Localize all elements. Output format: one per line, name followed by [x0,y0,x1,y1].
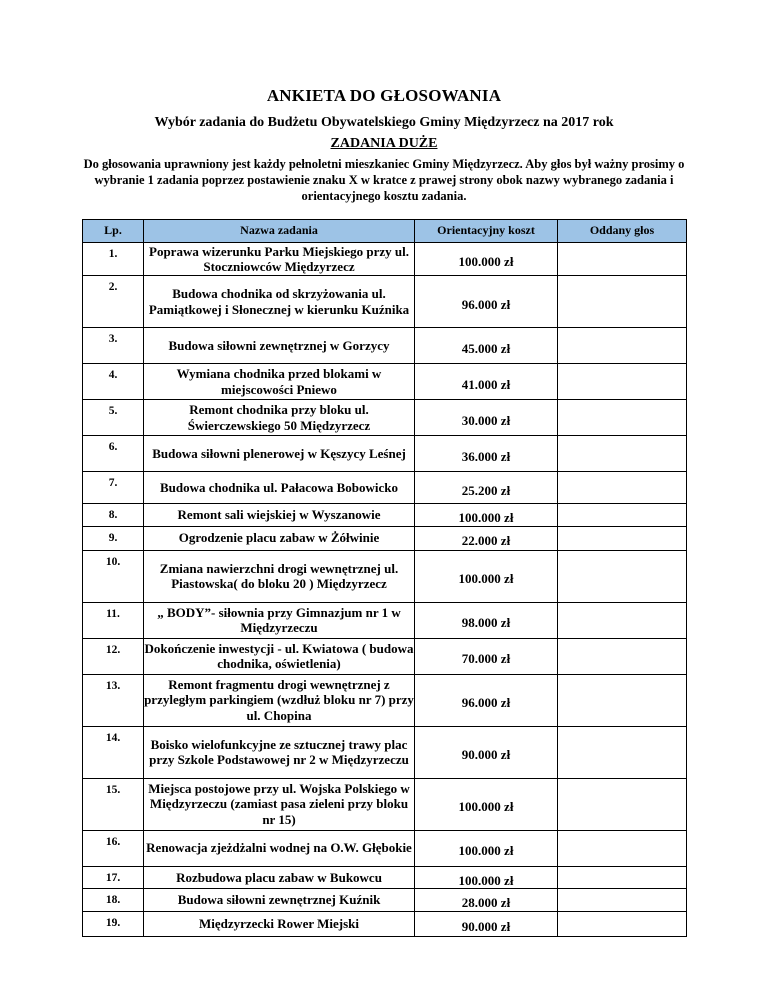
table-row [83,866,687,889]
table-row [83,778,687,830]
row-number: 16. [83,830,144,866]
section-heading [0,136,768,152]
row-number: 8. [83,504,144,527]
vote-checkbox-cell[interactable] [558,328,687,364]
task-name: Budowa chodnika od skrzyżowania ul. Pamiątkowej i Słonecznej w kierunku Kuźnika [144,276,415,328]
table-row [83,550,687,602]
intro-paragraph: Do głosowania uprawniony jest każdy pełnoletni mieszkaniec Gminy Międzyrzecz. Aby głos był ważny prosimy o wybranie 1 zadania poprzez postawienie znaku X w kratce z prawej strony obok nazwy wybranego zadania i orientacyjnego kosztu zadania. [83,157,685,203]
table-row [83,602,687,638]
table-row [83,726,687,778]
row-number: 12. [83,638,144,674]
row-number: 5. [83,400,144,436]
row-number: 17. [83,866,144,889]
table-row [83,364,687,400]
table-header-row [83,220,687,243]
task-name: Ogrodzenie placu zabaw w Żółwinie [144,526,415,550]
vote-checkbox-cell[interactable] [558,550,687,602]
vote-checkbox-cell[interactable] [558,912,687,937]
vote-checkbox-cell[interactable] [558,866,687,889]
header-cost: Orientacyjny koszt [415,220,558,243]
task-name: Remont sali wiejskiej w Wyszanowie [144,504,415,527]
table-row [83,504,687,527]
document-subtitle: Wybór zadania do Budżetu Obywatelskiego Gminy Międzyrzecz na 2017 rok [154,115,614,130]
row-number: 14. [83,726,144,778]
section-heading-text: ZADANIA DUŻE [330,136,438,151]
vote-checkbox-cell[interactable] [558,602,687,638]
vote-checkbox-cell[interactable] [558,674,687,726]
task-name: Wymiana chodnika przed blokami w miejscowości Pniewo [144,364,415,400]
table-row [83,328,687,364]
task-name: Rozbudowa placu zabaw w Bukowcu [144,866,415,889]
task-name: Remont chodnika przy bloku ul. Świerczewskiego 50 Międzyrzecz [144,400,415,436]
task-name: Budowa siłowni zewnętrznej Kuźnik [144,889,415,912]
row-number: 4. [83,364,144,400]
task-cost: 41.000 zł [415,364,558,400]
row-number: 1. [83,243,144,276]
header-vote: Oddany głos [558,220,687,243]
task-cost: 100.000 zł [415,504,558,527]
table-row [83,400,687,436]
table-row [83,912,687,937]
row-number: 10. [83,550,144,602]
task-name: Budowa siłowni zewnętrznej w Gorzycy [144,328,415,364]
task-cost: 45.000 zł [415,328,558,364]
table-row [83,674,687,726]
vote-checkbox-cell[interactable] [558,436,687,472]
task-name: Renowacja zjeżdżalni wodnej na O.W. Głębokie [144,830,415,866]
task-cost: 90.000 zł [415,726,558,778]
vote-checkbox-cell[interactable] [558,243,687,276]
task-cost: 70.000 zł [415,638,558,674]
table-row [83,830,687,866]
row-number: 7. [83,472,144,504]
vote-checkbox-cell[interactable] [558,364,687,400]
vote-checkbox-cell[interactable] [558,830,687,866]
table-row [83,638,687,674]
vote-checkbox-cell[interactable] [558,889,687,912]
vote-checkbox-cell[interactable] [558,726,687,778]
row-number: 2. [83,276,144,328]
vote-checkbox-cell[interactable] [558,276,687,328]
table-body [83,243,687,937]
task-name: Budowa chodnika ul. Pałacowa Bobowicko [144,472,415,504]
header-lp: Lp. [83,220,144,243]
task-cost: 22.000 zł [415,526,558,550]
row-number: 18. [83,889,144,912]
task-cost: 100.000 zł [415,550,558,602]
table-row [83,472,687,504]
vote-checkbox-cell[interactable] [558,504,687,527]
vote-checkbox-cell[interactable] [558,778,687,830]
task-cost: 98.000 zł [415,602,558,638]
row-number: 13. [83,674,144,726]
vote-checkbox-cell[interactable] [558,526,687,550]
task-name: Boisko wielofunkcyjne ze sztucznej trawy plac przy Szkole Podstawowej nr 2 w Międzyrzeczu [144,726,415,778]
task-cost: 25.200 zł [415,472,558,504]
task-cost: 30.000 zł [415,400,558,436]
table-row [83,436,687,472]
vote-checkbox-cell[interactable] [558,472,687,504]
task-name: Remont fragmentu drogi wewnętrznej z przyległym parkingiem (wzdłuż bloku nr 7) przy ul. Chopina [144,674,415,726]
table-row [83,889,687,912]
task-name: Miejsca postojowe przy ul. Wojska Polskiego w Międzyrzeczu (zamiast pasa zieleni przy bloku nr 15) [144,778,415,830]
task-cost: 96.000 zł [415,276,558,328]
task-cost: 100.000 zł [415,778,558,830]
task-name: Zmiana nawierzchni drogi wewnętrznej ul. Piastowska( do bloku 20 ) Międzyrzecz [144,550,415,602]
task-cost: 100.000 zł [415,866,558,889]
row-number: 15. [83,778,144,830]
document-title: ANKIETA DO GŁOSOWANIA [266,86,502,105]
table-row [83,276,687,328]
row-number: 6. [83,436,144,472]
table-row [83,526,687,550]
vote-checkbox-cell[interactable] [558,638,687,674]
task-name: Poprawa wizerunku Parku Miejskiego przy ul. Stoczniowców Międzyrzecz [144,243,415,276]
header-name: Nazwa zadania [144,220,415,243]
task-name: Budowa siłowni plenerowej w Kęszycy Leśnej [144,436,415,472]
row-number: 11. [83,602,144,638]
vote-checkbox-cell[interactable] [558,400,687,436]
task-cost: 28.000 zł [415,889,558,912]
table-row [83,243,687,276]
task-cost: 90.000 zł [415,912,558,937]
task-name: „ BODY”- siłownia przy Gimnazjum nr 1 w Międzyrzeczu [144,602,415,638]
task-name: Dokończenie inwestycji - ul. Kwiatowa ( budowa chodnika, oświetlenia) [144,638,415,674]
row-number: 19. [83,912,144,937]
row-number: 3. [83,328,144,364]
task-cost: 36.000 zł [415,436,558,472]
task-cost: 100.000 zł [415,830,558,866]
task-cost: 96.000 zł [415,674,558,726]
row-number: 9. [83,526,144,550]
ballot-table [82,219,687,937]
task-name: Międzyrzecki Rower Miejski [144,912,415,937]
task-cost: 100.000 zł [415,243,558,276]
